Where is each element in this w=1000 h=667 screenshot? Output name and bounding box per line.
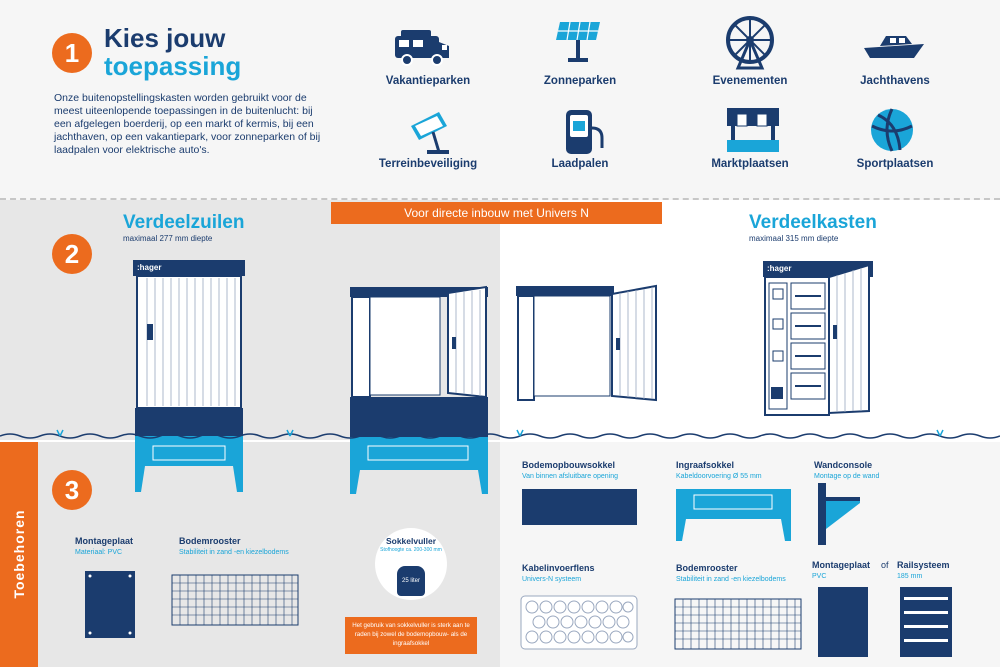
kabelinvoerflens-title: Kabelinvoerflens (522, 563, 595, 573)
solar-panel-icon (550, 18, 610, 66)
montageplaat-sub: Materiaal: PVC (75, 549, 123, 556)
camera-icon (405, 108, 465, 156)
montageplaat-2-image (818, 587, 868, 657)
sokkel-column-2 (348, 440, 490, 494)
market-stall-icon (723, 104, 783, 152)
railsysteem-title: Railsysteem (897, 560, 950, 570)
ferris-wheel-icon (720, 14, 780, 62)
verdeelzuilen-depth: maximaal 277 mm diepte (123, 234, 213, 243)
bodemrooster-2-sub: Stabiliteit in zand -en kiezelbodems (676, 576, 786, 583)
section1-title (104, 24, 241, 80)
app-label-vakantieparken: Vakantieparken (385, 75, 471, 87)
kabelinvoerflens-image (520, 595, 638, 650)
bodemrooster-2-title: Bodemrooster (676, 563, 738, 573)
app-label-terreinbeveiliging: Terreinbeveiliging (378, 158, 478, 170)
railsysteem-sub: 185 mm (897, 573, 923, 580)
app-label-marktplaatsen: Marktplaatsen (711, 158, 789, 170)
ingraafsokkel-title: Ingraafsokkel (676, 460, 735, 470)
yacht-icon (862, 30, 922, 78)
railsysteem-image (900, 587, 952, 657)
bodemrooster-image (171, 574, 299, 626)
montageplaat-2-title: Montageplaat (812, 560, 871, 570)
bodemrooster-title: Bodemrooster (179, 536, 241, 546)
univers-n-banner: Voor directe inbouw met Univers N (331, 202, 662, 224)
sokkelvuller-bag: 25 liter (397, 566, 425, 596)
kabelinvoerflens-sub: Univers-N systeem (522, 576, 582, 583)
bodemopbouwsokkel-title: Bodemopbouwsokkel (522, 460, 616, 470)
section1-description: Onze buitenopstellingskasten worden gebruikt voor de meest uiteenlopende toepassingen in de buitenlucht: bij een afgelegen boerderij, op een markt of kermis, bij een jachthaven, op een vakantiepark, voor zonneparken of bij laadpalen voor elektrische auto's. (54, 92, 321, 156)
app-label-jachthavens: Jachthavens (860, 75, 930, 87)
title-line-2: toepassing (104, 51, 242, 81)
title-line-1: Kies jouw (104, 23, 226, 53)
bodemopbouwsokkel-sub: Van binnen afsluitbare opening (522, 473, 619, 480)
sokkelvuller-title: Sokkelvuller (385, 536, 437, 546)
bodemrooster-sub: Stabiliteit in zand -en kiezelbodems (179, 549, 289, 556)
sokkel-column-1 (133, 440, 245, 492)
verdeelkast-open (514, 284, 660, 402)
step-number-1: 1 (52, 33, 92, 73)
montageplaat-image (85, 571, 135, 638)
montageplaat-of: of (881, 560, 889, 570)
verdeelkasten-depth: maximaal 315 mm diepte (749, 234, 839, 243)
wandconsole-title: Wandconsole (814, 460, 873, 470)
step-number-2: 2 (52, 234, 92, 274)
sokkelvuller-sub: Stofhoogte ca. 200-300 mm (380, 547, 442, 553)
ball-icon (868, 106, 928, 154)
charger-icon (558, 108, 618, 156)
toebehoren-label: Toebehoren (11, 509, 27, 599)
ingraafsokkel-image (676, 489, 791, 541)
verdeelkasten-title: Verdeelkasten (749, 212, 877, 233)
ingraafsokkel-sub: Kabeldoorvoering Ø 55 mm (676, 473, 762, 480)
app-label-evenementen: Evenementen (712, 75, 788, 87)
bodemrooster-2-image (674, 598, 802, 650)
montageplaat-2-sub: PVC (812, 573, 827, 580)
wandconsole-image (818, 483, 862, 545)
montageplaat-title: Montageplaat (75, 536, 134, 546)
hager-logo-2: :hager (767, 264, 792, 273)
camper-icon (393, 22, 453, 70)
wandconsole-sub: Montage op de wand (814, 473, 880, 480)
step-number-3: 3 (52, 470, 92, 510)
verdeelzuilen-title: Verdeelzuilen (123, 212, 245, 233)
app-label-zonneparken: Zonneparken (543, 75, 617, 87)
sokkelvuller-note: Het gebruik van sokkelvuller is sterk aan te raden bij zowel de bodemopbouw- als de ingraafsokkel (345, 617, 477, 654)
verdeelkast-modules (763, 261, 875, 416)
bodemopbouwsokkel-image (522, 489, 637, 525)
hager-logo-1: :hager (137, 263, 162, 272)
app-label-laadpalen: Laadpalen (551, 158, 609, 170)
app-label-sportplaatsen: Sportplaatsen (856, 158, 934, 170)
